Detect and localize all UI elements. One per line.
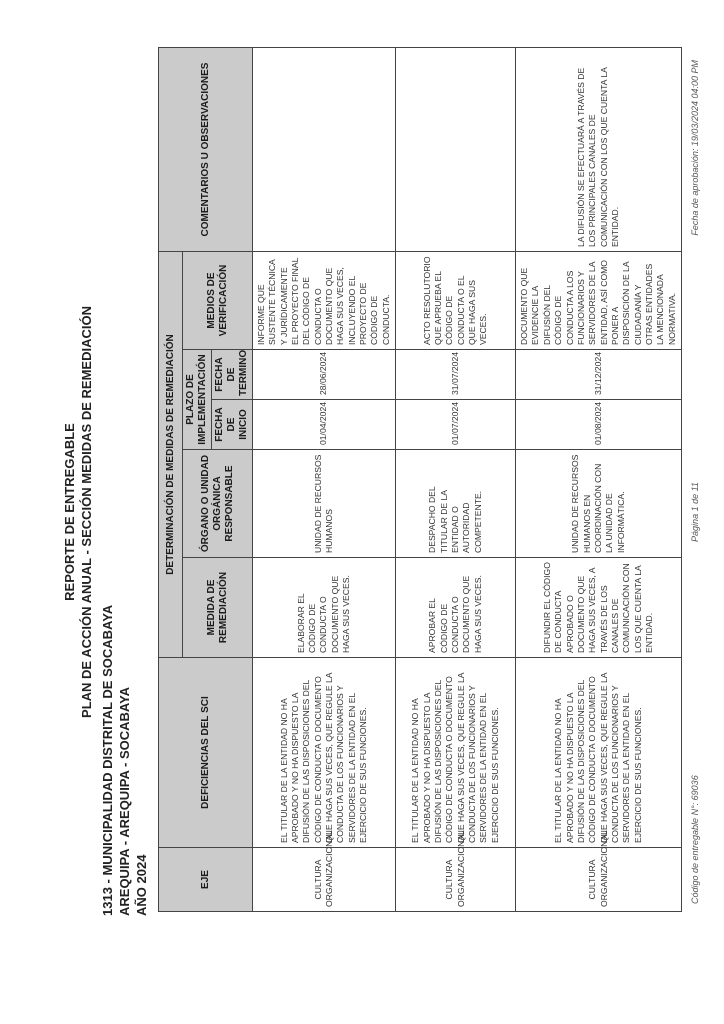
cell-fecha-inicio: 01/07/2024: [396, 400, 516, 450]
cell-organo: UNIDAD DE RECURSOS HUMANOS: [253, 450, 396, 558]
cell-comentarios: LA DIFUSIÓN SE EFECTUARÁ A TRAVÉS DE LOS PRINCIPALES CANALES DE COMUNICACIÓN CON LOS QUE CUENTA LA ENTIDAD.: [516, 48, 682, 252]
cell-deficiencia: EL TITULAR DE LA ENTIDAD NO HA APROBADO Y NO HA DISPUESTO LA DIFUSIÓN DE LAS DISPOSICIONES DEL CÓDIGO DE CONDUCTA O DOCUMENTO QUE HAGA SUS VECES, QUE REGULE LA CONDUCTA DE LOS FUNCIONARIOS Y SERVIDORES DE LA ENTIDAD EN EL EJERCICIO DE SUS FUNCIONES.: [253, 658, 396, 848]
header-determinacion: DETERMINACIÓN DE MEDIDAS DE REMEDIACIÓN: [159, 252, 183, 658]
header-plazo: PLAZO DE IMPLEMENTACIÓN: [183, 350, 212, 450]
cell-comentarios: [396, 48, 516, 252]
header-deficiencias: DEFICIENCIAS DEL SCI: [159, 658, 253, 848]
cell-comentarios: [253, 48, 396, 252]
remediation-table: [158, 47, 682, 912]
cell-medios: INFORME QUE SUSTENTE TÉCNICA Y JURÍDICAMENTE EL PROYECTO FINAL DEL CÓDIGO DE CONDUCTA O DOCUMENTO QUE HAGA SUS VECES, INCLUYENDO EL PROYECTO DE CÓDIGO DE CONDUCTA.: [253, 252, 396, 350]
footer-approval-date: Fecha de aprobación: 19/03/2024 04:00 PM: [690, 60, 700, 236]
year: AÑO 2024: [134, 854, 149, 916]
cell-fecha-termino: 31/07/2024: [396, 350, 516, 400]
cell-medios: DOCUMENTO QUE EVIDENCIE LA DIFUSIÓN DEL CÓDIGO DE CONDUCTA A LOS FUNCIONARIOS Y SERVIDORES DE LA ENTIDAD, ASÍ COMO PONER A DISPOSICIÓN DE LA CIUDADANÍA Y OTRAS ENTIDADES LA MENCIONADA NORMATIVA.: [516, 252, 682, 350]
footer-deliverable-code: Código de entregable N°: 69036: [690, 775, 700, 904]
cell-medida: APROBAR EL CÓDIGO DE CONDUCTA O DOCUMENTO QUE HAGA SUS VECES.: [396, 558, 516, 658]
cell-medida: DIFUNDIR EL CÓDIGO DE CONDUCTA APROBADO O DOCUMENTO QUE HAGA SUS VECES, A TRAVÉS DE LOS CANALES DE COMUNICACIÓN CON LOS QUE CUENTA LA ENTIDAD.: [516, 558, 682, 658]
cell-deficiencia: EL TITULAR DE LA ENTIDAD NO HA APROBADO Y NO HA DISPUESTO LA DIFUSIÓN DE LAS DISPOSICIONES DEL CÓDIGO DE CONDUCTA O DOCUMENTO QUE HAGA SUS VECES, QUE REGULE LA CONDUCTA DE LOS FUNCIONARIOS Y SERVIDORES DE LA ENTIDAD EN EL EJERCICIO DE SUS FUNCIONES.: [516, 658, 682, 848]
cell-fecha-inicio: 01/04/2024: [253, 400, 396, 450]
report-title: REPORTE DE ENTREGABLE: [62, 423, 77, 601]
cell-deficiencia: EL TITULAR DE LA ENTIDAD NO HA APROBADO Y NO HA DISPUESTO LA DIFUSIÓN DE LAS DISPOSICIONES DEL CÓDIGO DE CONDUCTA O DOCUMENTO QUE HAGA SUS VECES, QUE REGULE LA CONDUCTA DE LOS FUNCIONARIOS Y SERVIDORES DE LA ENTIDAD EN EL EJERCICIO DE SUS FUNCIONES.: [396, 658, 516, 848]
cell-fecha-inicio: 01/08/2024: [516, 400, 682, 450]
header-eje: EJE: [159, 848, 253, 912]
header-medios: MEDIOS DE VERIFICACIÓN: [183, 252, 253, 350]
cell-eje: CULTURA ORGANIZACIONAL: [253, 848, 396, 912]
location: AREQUIPA - AREQUIPA - SOCABAYA: [117, 687, 132, 916]
header-comentarios: COMENTARIOS U OBSERVACIONES: [159, 48, 253, 252]
cell-organo: DESPACHO DEL TITULAR DE LA ENTIDAD O AUTORIDAD COMPETENTE.: [396, 450, 516, 558]
table-row: [253, 48, 396, 912]
table-row: [396, 48, 516, 912]
cell-eje: CULTURA ORGANIZACIONAL: [396, 848, 516, 912]
header-organo: ÓRGANO O UNIDAD ORGÁNICA RESPONSABLE: [183, 450, 253, 558]
table-row: [516, 48, 682, 912]
header-medida: MEDIDA DE REMEDIACIÓN: [183, 558, 253, 658]
cell-fecha-termino: 31/12/2024: [516, 350, 682, 400]
report-subtitle: PLAN DE ACCIÓN ANUAL - SECCIÓN MEDIDAS DE REMEDIACIÓN: [79, 306, 94, 718]
cell-eje: CULTURA ORGANIZACIONAL: [516, 848, 682, 912]
cell-medios: ACTO RESOLUTORIO QUE APRUEBA EL CÓDIGO DE CONDUCTA O EL QUE HAGA SUS VECES.: [396, 252, 516, 350]
cell-medida: ELABORAR EL CÓDIGO DE CONDUCTA O DOCUMENTO QUE HAGA SUS VECES.: [253, 558, 396, 658]
cell-fecha-termino: 28/06/2024: [253, 350, 396, 400]
footer-page-number: Página 1 de 11: [690, 482, 700, 542]
header-fecha-termino: FECHA DE TERMINO: [212, 350, 253, 400]
header-fecha-inicio: FECHA DE INICIO: [212, 400, 253, 450]
cell-organo: UNIDAD DE RECURSOS HUMANOS EN COORDINACIÓN CON LA UNIDAD DE INFORMÁTICA.: [516, 450, 682, 558]
entity-name: 1313 - MUNICIPALIDAD DISTRITAL DE SOCABAYA: [100, 604, 115, 916]
